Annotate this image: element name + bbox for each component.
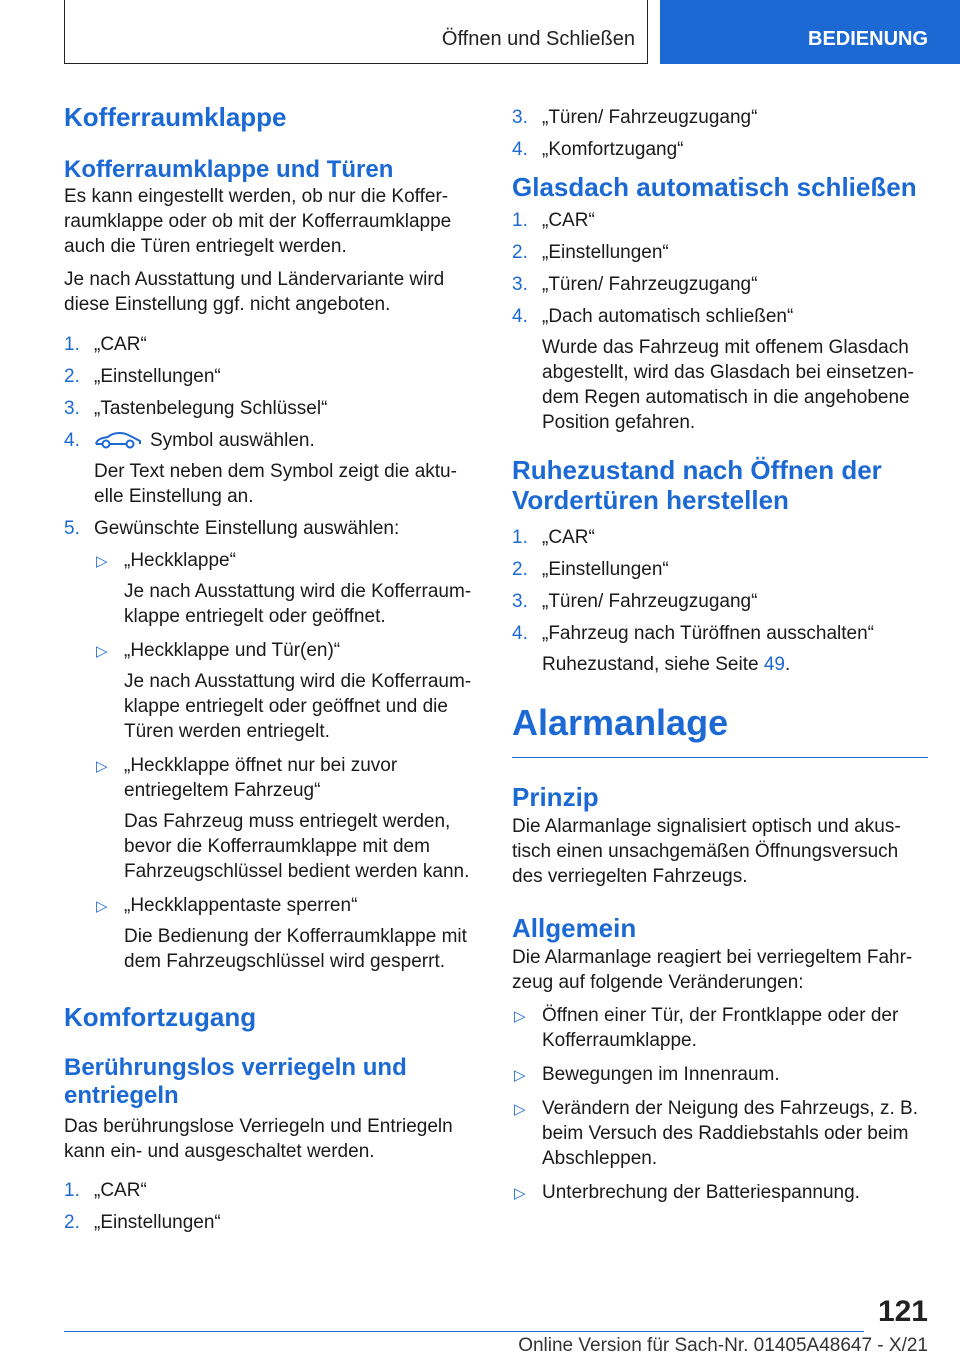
step-text: „Einstellungen“	[94, 366, 221, 387]
triangle-right-icon: ▷	[514, 1067, 526, 1084]
step-number: 1.	[64, 1180, 80, 1201]
heading-kofferraumklappe-tueren: Kofferraumklappe und Türen	[64, 156, 394, 183]
step-text: „Türen/ Fahrzeugzugang“	[542, 591, 758, 612]
paragraph: Die Alarmanlage reagiert bei verriegeltem Fahrzeug auf folgende Veränderungen:	[512, 947, 913, 993]
triangle-right-icon: ▷	[96, 898, 108, 915]
step-text: Gewünschte Einstellung auswählen:	[94, 518, 400, 539]
step-number: 3.	[64, 398, 80, 419]
list-item	[512, 137, 928, 162]
list-item	[64, 516, 478, 541]
step-text: „CAR“	[94, 334, 147, 355]
step-number: 2.	[64, 366, 80, 387]
heading-komfortzugang: Komfortzugang	[64, 1002, 257, 1032]
list-item	[512, 240, 928, 265]
step-number: 4.	[512, 139, 528, 160]
list-item	[512, 621, 928, 677]
step-text: „Dach automatisch schließen“	[542, 306, 794, 327]
list-item	[64, 364, 478, 389]
option-text: „Heckklappe öffnet nur bei zuvor entriegeltem Fahrzeug“	[124, 755, 398, 801]
list-item	[512, 525, 928, 550]
header-box	[64, 0, 648, 64]
header-title: Öffnen und Schließen	[441, 28, 635, 50]
step-number: 1.	[64, 334, 80, 355]
option-item	[94, 548, 478, 629]
paragraph: Das berührungslose Verriegeln und Entriegeln kann ein- und ausgeschaltet werden.	[64, 1116, 453, 1162]
steps-list	[64, 1178, 478, 1235]
triangle-right-icon: ▷	[96, 553, 108, 570]
step-number: 2.	[512, 559, 528, 580]
note-text: Ruhezustand, siehe Seite	[542, 654, 764, 675]
step-number: 4.	[64, 430, 80, 451]
list-item	[512, 557, 928, 582]
options-list	[64, 548, 478, 974]
option-text: „Heckklappe und Tür(en)“	[124, 640, 341, 661]
heading-prinzip: Prinzip	[512, 782, 599, 812]
step-text: „Fahrzeug nach Türöffnen ausschalten“	[542, 623, 874, 644]
step-note: Der Text neben dem Symbol zeigt die aktuelle Einstellung an.	[94, 461, 457, 507]
step-number: 2.	[64, 1212, 80, 1233]
step-text: „Tastenbelegung Schlüssel“	[94, 398, 328, 419]
option-note: Das Fahrzeug muss entriegelt werden, bevor die Kofferraumklappe mit dem Fahrzeugschlüssel bedient werden kann.	[124, 811, 470, 882]
bullet-list	[512, 1003, 928, 1205]
step-text: „Einstellungen“	[542, 242, 669, 263]
bullet-text: Unterbrechung der Batteriespannung.	[542, 1182, 860, 1203]
option-text: „Heckklappentaste sperren“	[124, 895, 358, 916]
option-note: Je nach Ausstattung wird die Kofferraumklappe entriegelt oder geöffnet.	[124, 581, 472, 627]
step-number: 3.	[512, 274, 528, 295]
right-column	[512, 105, 928, 1214]
footer-divider	[64, 1331, 864, 1332]
step-number: 4.	[512, 306, 528, 327]
option-item	[94, 893, 478, 974]
triangle-right-icon: ▷	[96, 643, 108, 660]
page-number: 121	[877, 1295, 928, 1328]
footer-text: Online Version für Sach-Nr. 01405A48647 - X/21	[518, 1335, 928, 1356]
header-tab[interactable]	[660, 0, 960, 64]
heading-ruhezustand: Ruhezustand nach Öffnen der Vordertüren herstellen	[512, 455, 882, 515]
heading-allgemein: Allgemein	[512, 913, 637, 943]
step-text: „Türen/ Fahrzeugzugang“	[542, 274, 758, 295]
section-divider	[512, 757, 928, 758]
step-number: 1.	[512, 210, 528, 231]
step-text: „Komfortzugang“	[542, 139, 684, 160]
list-item	[512, 208, 928, 233]
step-note	[542, 652, 928, 677]
bullet-item	[512, 1096, 928, 1171]
heading-glasdach: Glasdach automatisch schließen	[512, 172, 917, 202]
paragraph: Es kann eingestellt werden, ob nur die Kofferraumklappe oder ob mit der Kofferraumklappe auch die Türen entriegelt werden.	[64, 186, 452, 257]
option-text: „Heckklappe“	[124, 550, 236, 571]
triangle-right-icon: ▷	[514, 1008, 526, 1025]
step-note: Wurde das Fahrzeug mit offenem Glasdach abgestellt, wird das Glasdach bei einsetzendem Regen automatisch in die angehobene Position gefahren.	[542, 337, 914, 433]
list-item	[64, 1178, 478, 1203]
step-number: 4.	[512, 623, 528, 644]
list-item	[512, 105, 928, 130]
option-note: Die Bedienung der Kofferraumklappe mit dem Fahrzeugschlüssel wird gesperrt.	[124, 926, 467, 972]
triangle-right-icon: ▷	[514, 1101, 526, 1118]
option-item	[94, 753, 478, 884]
bullet-text: Bewegungen im Innenraum.	[542, 1064, 780, 1085]
car-icon	[94, 428, 142, 450]
option-note: Je nach Ausstattung wird die Kofferraumklappe entriegelt oder geöffnet und die Türen werden entriegelt.	[124, 671, 472, 742]
page-link[interactable]: 49	[763, 654, 785, 675]
list-item	[64, 1210, 478, 1235]
paragraph: Je nach Ausstattung und Ländervariante wird diese Einstellung ggf. nicht angeboten.	[64, 269, 445, 315]
step-text: „Einstellungen“	[94, 1212, 221, 1233]
steps-list	[512, 525, 928, 677]
step-text: „Einstellungen“	[542, 559, 669, 580]
header-tab-label: BEDIENUNG	[808, 28, 929, 50]
triangle-right-icon: ▷	[514, 1185, 526, 1202]
step-text: „Türen/ Fahrzeugzugang“	[542, 107, 758, 128]
steps-list	[64, 332, 478, 541]
heading-beruehrungslos: Berührungslos verriegeln und entriegeln	[64, 1054, 407, 1109]
steps-list	[512, 105, 928, 162]
bullet-text: Verändern der Neigung des Fahrzeugs, z. B. beim Versuch des Raddiebstahls oder beim Abschleppen.	[542, 1098, 919, 1169]
step-text: „CAR“	[542, 527, 595, 548]
note-text: .	[784, 654, 791, 675]
bullet-item	[512, 1062, 928, 1087]
step-number: 1.	[512, 527, 528, 548]
step-number: 5.	[64, 518, 80, 539]
list-item	[512, 589, 928, 614]
triangle-right-icon: ▷	[96, 758, 108, 775]
bullet-item	[512, 1003, 928, 1053]
step-text: Symbol auswählen.	[150, 430, 315, 451]
step-number: 3.	[512, 591, 528, 612]
list-item	[512, 304, 928, 435]
step-number: 3.	[512, 107, 528, 128]
paragraph: Die Alarmanlage signalisiert optisch und akustisch einen unsachgemäßen Öffnungsversuch des verriegelten Fahrzeugs.	[512, 816, 901, 887]
left-column	[64, 100, 478, 1242]
step-text: „CAR“	[542, 210, 595, 231]
step-text: „CAR“	[94, 1180, 147, 1201]
list-item	[64, 428, 478, 509]
list-item	[512, 272, 928, 297]
heading-alarmanlage: Alarmanlage	[512, 702, 729, 743]
list-item	[64, 332, 478, 357]
bullet-text: Öffnen einer Tür, der Frontklappe oder der Kofferraumklappe.	[542, 1005, 899, 1051]
option-item	[94, 638, 478, 744]
step-number: 2.	[512, 242, 528, 263]
heading-kofferraumklappe: Kofferraumklappe	[64, 102, 287, 132]
bullet-item	[512, 1180, 928, 1205]
list-item	[64, 396, 478, 421]
steps-list	[512, 208, 928, 435]
